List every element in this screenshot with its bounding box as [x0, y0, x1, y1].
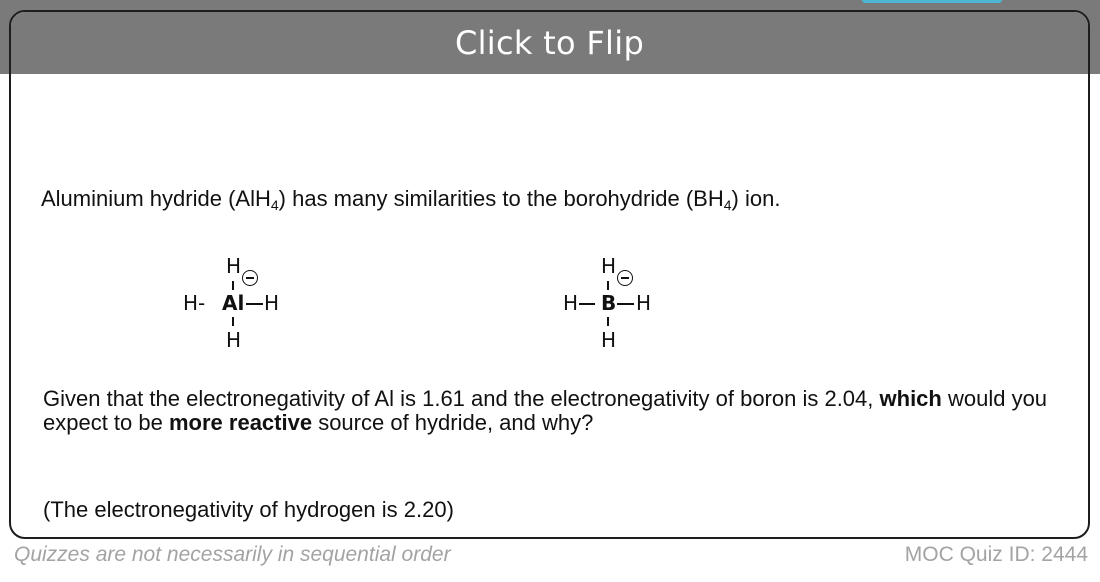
right-bond: [617, 303, 634, 305]
bottom-bond: [607, 317, 609, 326]
alh4-structure: [171, 252, 321, 362]
flip-button[interactable]: [11, 12, 1088, 74]
flip-label: Click to Flip: [454, 24, 645, 62]
top-hydrogen: H: [226, 254, 242, 278]
intro-text: Aluminium hydride (AlH$_4$) has many similarities to the borohydride $(BH_4)$ ion.: [41, 186, 781, 213]
central-atom: Al: [222, 291, 245, 315]
left-hydrogen: H-: [183, 291, 206, 315]
bottom-bond: [232, 317, 234, 326]
negative-charge-icon: [242, 270, 258, 286]
central-atom: B: [601, 291, 617, 315]
bottom-hydrogen: H: [601, 328, 617, 352]
top-hydrogen: H: [601, 254, 617, 278]
right-hydrogen: H: [264, 291, 280, 315]
hydrogen-note: (The electronegativity of hydrogen is 2.20): [43, 497, 454, 522]
sequence-disclaimer: Quizzes are not necessarily in sequential order: [14, 543, 451, 566]
bh4-structure: [551, 252, 701, 362]
top-tab-indicator[interactable]: [862, 0, 1002, 3]
right-bond: [246, 303, 263, 305]
bottom-hydrogen: H: [226, 328, 242, 352]
top-bond: [607, 281, 609, 290]
question-text: Given that the electronegativity of Al is 1.61 and the electronegativity of boron is 2.04, which would you expect to be more reactive source of hydride, and why?: [43, 386, 1048, 435]
quiz-id: MOC Quiz ID: 2444: [904, 543, 1088, 566]
left-bond: [579, 303, 595, 305]
flashcard[interactable]: [9, 10, 1090, 539]
left-hydrogen: H: [563, 291, 579, 315]
negative-charge-icon: [617, 270, 633, 286]
right-hydrogen: H: [636, 291, 652, 315]
top-bond: [232, 281, 234, 290]
